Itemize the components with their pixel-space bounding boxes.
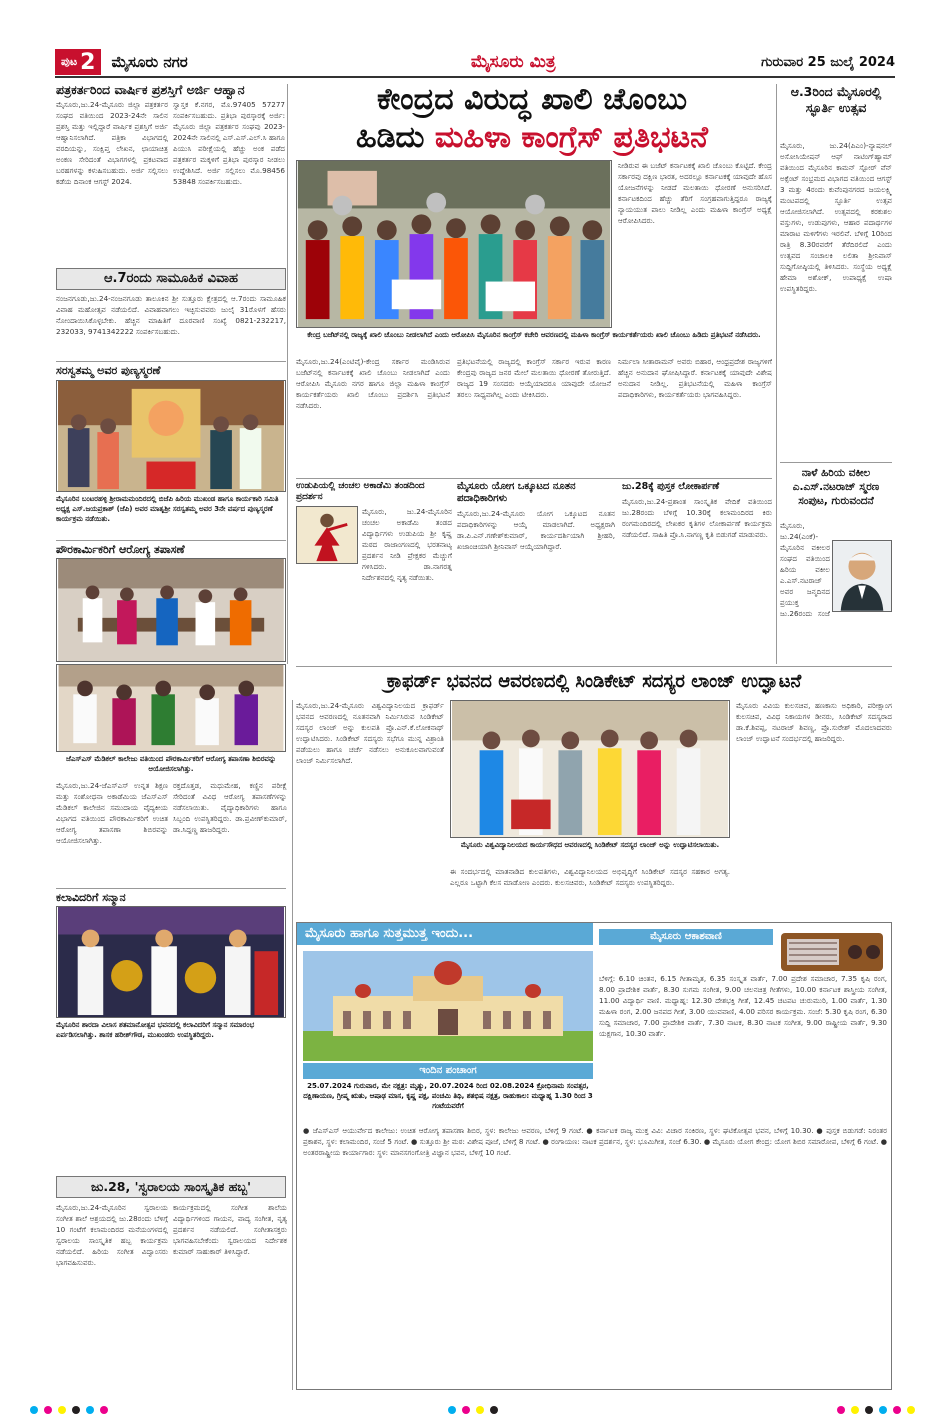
protest-photo bbox=[296, 160, 612, 328]
magenta-dot bbox=[837, 1406, 845, 1414]
yellow-dot bbox=[907, 1406, 915, 1414]
health-checkup-photo bbox=[56, 664, 286, 752]
issue-date: ಗುರುವಾರ 25 ಜುಲೈ 2024 bbox=[761, 54, 895, 70]
lounge-inauguration-photo bbox=[450, 700, 730, 838]
crawford-body: ಮೈಸೂರು ವಿವಿಯ ಕುಲಸಚಿವ, ಹಣಕಾಸು ಅಧಿಕಾರಿ, ಪರೀಕ್ಷಾಂಗ ಕುಲಸಚಿವ, ವಿವಿಧ ನಿಕಾಯಗಳ ಡೀನರು, ಸಿಂಡಿಕೇಟ್ ಸದಸ್ಯರಾದ ಡಾ.ಕೆ.ಶಿವಪ್ಪ, ನಟರಾಜ್ ಶಿವಣ್ಣ, ಪ್ರೊ.ಸುರೇಶ್ ಮೊದಲಾದವರು ಲಾಂಜ್ ಉದ್ಘಾಟನೆ ಸಂದರ್ಭದಲ್ಲಿ ಹಾಜರಿದ್ದರು. bbox=[736, 701, 892, 743]
story-body: ಮೈಸೂರು,ಜು.24-ಜೆಎಸ್‌ಎಸ್ ಉನ್ನತ ಶಿಕ್ಷಣ ಮತ್ತು ಸಂಶೋಧನಾ ಅಕಾಡೆಮಿಯ ಜೆಎಸ್‌ಎಸ್ ಮೆಡಿಕಲ್ ಕಾಲೇಜಿನ ಸಮುದಾಯ ವೈದ್ಯಕೀಯ ವಿಭಾಗದ ವತಿಯಿಂದ ಪೌರಕಾರ್ಮಿಕರಿಗೆ ಉಚಿತ ಆರೋಗ್ಯ ತಪಾಸಣಾ ಶಿಬಿರವನ್ನು ಆಯೋಜಿಸಲಾಗಿತ್ತು. bbox=[56, 781, 168, 845]
memorial-photo bbox=[56, 380, 286, 492]
color-dots-right bbox=[837, 1406, 915, 1414]
story-headline: ನಾಳೆ ಹಿರಿಯ ವಕೀಲ ಎ.ಎಸ್.ನಟರಾಜ್ ಸ್ಮರಣ ಸಂಪುಟ, ಗುರುವಂದನೆ bbox=[792, 467, 880, 507]
story-body: ಮೈಸೂರು, ಜು.24(ಎಂಕೆ)-ಮೈಸೂರಿನ ವಕೀಲರ ಸಂಘದ ವತಿಯಿಂದ ಹಿರಿಯ ವಕೀಲ ಎ.ಎಸ್.ನಟರಾಜ್ ಅವರ ಜನ್ಮದಿನದ ಪ್ರಯುಕ್ತ ಜು.26ರಂದು ಸಂಜೆ bbox=[780, 521, 830, 618]
divider bbox=[56, 888, 286, 889]
photo-caption: ಮೈಸೂರಿನ ಬಂಟರಹಳ್ಳಿ ಶ್ರೀರಾಮಮಂದಿರದಲ್ಲಿ ಬಿಜೆಪಿ ಹಿರಿಯ ಮುಖಂಡ ಹಾಗೂ ಕಾರ್ಯಕಾರಿ ಸಮಿತಿ ಅಧ್ಯಕ್ಷ ಎಸ್.ಜಯಪ್ರಕಾಶ್ (ಜೆಪಿ) ಅವರ ಮಾತೃಶ್ರೀ ಸರಸ್ವತಮ್ಮ ಅವರ 3ನೇ ವರ್ಷದ ಪುಣ್ಯಸ್ಮರಣೆ ಕಾರ್ಯಕ್ರಮ ನಡೆಯಿತು. bbox=[56, 495, 279, 523]
column-rule bbox=[287, 84, 288, 664]
column-rule bbox=[776, 84, 777, 664]
story-body: ಕಾರ್ಯಕ್ರಮದಲ್ಲಿ ಸಂಗೀತ ಶಾಲೆಯ ವಿದ್ಯಾರ್ಥಿಗಳಿಂದ ಗಾಯನ, ವಾದ್ಯ ಸಂಗೀತ, ನೃತ್ಯ ಪ್ರದರ್ಶನ ನಡೆಯಲಿದೆ. ಸಂಗೀತಾಸಕ್ತರು ಭಾಗವಹಿಸಬೇಕೆಂದು ಸ್ವರಾಲಯದ ನಿರ್ದೇಶಕ ಕುಮಾರ್ ಸಾಹುಕಾರ್ ತಿಳಿಸಿದ್ದಾರೆ. bbox=[173, 1203, 287, 1256]
radio-schedule: ಬೆಳಿಗ್ಗೆ: 6.10 ಚಿಂತನ, 6.15 ಗೀತಾಮೃತ, 6.35 ಸಂಸ್ಕೃತ ವಾರ್ತೆ, 7.00 ಪ್ರದೇಶ ಸಮಾಚಾರ, 7.35 ಕೃಷಿ ರಂಗ, 8.00 ಪ್ರಾದೇಶಿಕ ವಾರ್ತೆ, 8.30 ಸುಗಮ ಸಂಗೀತ, 9.00 ಚಲನಚಿತ್ರ ಗೀತೆಗಳು, 10.00 ಕರ್ನಾಟಕ ಶಾಸ್ತ್ರೀಯ ಸಂಗೀತ, 11.00 ವಿದ್ಯಾರ್ಥಿ ವಾಣಿ. ಮಧ್ಯಾಹ್ನ: 12.30 ದೇಶಭಕ್ತಿ ಗೀತೆ, 12.45 ಚಟಪಟ ಚುರುಮುರಿ, 1.00 ವಾರ್ತೆ, 1.30 ಮಹಿಳಾ ರಂಗ, 2.00 ಜನಪದ ಗೀತೆ, 3.00 ಯುವವಾಣಿ, 4.00 ಪರಿಸರ ಕಾರ್ಯಕ್ರಮ. ಸಂಜೆ: 5.30 ಕೃಷಿ ರಂಗ, 6.30 ಸುದ್ದಿ ಸಮಾಚಾರ, 7.00 ಪ್ರಾದೇಶಿಕ ವಾರ್ತೆ, 7.30 ನಾಟಕ, 8.30 ನಾಟಕ ಸಂಗೀತ, 9.00 ರಾಷ್ಟ್ರೀಯ ವಾರ್ತೆ, 9.30 ಯಕ್ಷಗಾನ, 10.30 ವಾರ್ತೆ. bbox=[599, 974, 887, 1038]
brief-headline: ಜು.28ಕ್ಕೆ ಪುಸ್ತಕ ಲೋಕಾರ್ಪಣೆ bbox=[622, 481, 720, 492]
story-headline: ಕಲಾವಿದರಿಗೆ ಸನ್ಮಾನ bbox=[56, 891, 126, 904]
story-headline: ಪೌರಕಾರ್ಮಿಕರಿಗೆ ಆರೋಗ್ಯ ತಪಾಸಣೆ bbox=[56, 543, 185, 556]
color-dots-center bbox=[448, 1406, 498, 1414]
black-dot bbox=[72, 1406, 80, 1414]
crawford-body: ಮೈಸೂರು,ಜು.24-ಮೈಸೂರು ವಿಶ್ವವಿದ್ಯಾನಿಲಯದ ಕ್ರಾಫರ್ಡ್ ಭವನದ ಆವರಣದಲ್ಲಿ ನೂತನವಾಗಿ ನಿರ್ಮಿಸಿರುವ ಸಿಂಡಿಕೇಟ್ ಸದಸ್ಯರ ಲಾಂಜ್ ಅನ್ನು ಕುಲಪತಿ ಪ್ರೊ.ಎನ್.ಕೆ.ಲೋಕನಾಥ್ ಉದ್ಘಾಟಿಸಿದರು. ಸಿಂಡಿಕೇಟ್ ಸದಸ್ಯರು ಸಭೆಗೂ ಮುನ್ನ ವಿಶ್ರಾಂತಿ ಪಡೆಯಲು ಹಾಗೂ ಚರ್ಚೆ ನಡೆಸಲು ಅನುಕೂಲವಾಗುವಂತೆ ಲಾಂಜ್ ನಿರ್ಮಿಸಲಾಗಿದೆ. bbox=[296, 701, 444, 765]
story-headline: ಪತ್ರಕರ್ತರಿಂದ ವಾರ್ಷಿಕ ಪ್ರಶಸ್ತಿಗೆ ಅರ್ಜಿ ಆಹ್ವಾನ bbox=[56, 82, 245, 97]
lead-headline-word: ಹಿಡಿದು bbox=[356, 120, 425, 155]
divider bbox=[296, 478, 772, 479]
paper-name: ಮೈಸೂರು ಮಿತ್ರ bbox=[470, 52, 556, 72]
yellow-dot bbox=[58, 1406, 66, 1414]
divider bbox=[780, 462, 892, 463]
crawford-headline: ಕ್ರಾಫರ್ಡ್ ಭವನದ ಆವರಣದಲ್ಲಿ ಸಿಂಡಿಕೇಟ್ ಸದಸ್ಯರ ಲಾಂಜ್ ಉದ್ಘಾಟನೆ bbox=[386, 671, 802, 692]
masthead bbox=[55, 48, 895, 78]
panchanga-title: ಇಂದಿನ ಪಂಚಾಂಗ bbox=[303, 1063, 593, 1079]
health-camp-photo bbox=[56, 558, 286, 662]
today-title: ಮೈಸೂರು ಹಾಗೂ ಸುತ್ತಮುತ್ತ ಇಂದು... bbox=[297, 923, 593, 945]
story-body: ಮೈಸೂರು,ಜು.24-ಮೈಸೂರಿನ ಸ್ವರಾಲಯ ಸಂಗೀತ ಶಾಲೆ ಆಶ್ರಯದಲ್ಲಿ ಜು.28ರಂದು ಬೆಳಿಗ್ಗೆ 10 ಗಂಟೆಗೆ ಕಲಾಮಂದಿರದ ಮನೆಯಂಗಳದಲ್ಲಿ ಸ್ವರಾಲಯ ಸಾಂಸ್ಕೃತಿಕ ಹಬ್ಬ ಕಾರ್ಯಕ್ರಮ ನಡೆಯಲಿದೆ. ಹಿರಿಯ ಸಂಗೀತ ವಿದ್ವಾಂಸರು ಭಾಗವಹಿಸುವರು. bbox=[56, 1203, 168, 1267]
story-headline: ಸರಸ್ವತಮ್ಮ ಅವರ ಪುಣ್ಯಸ್ಮರಣೆ bbox=[56, 364, 161, 377]
lead-body: ನಿರ್ಮಲಾ ಸೀತಾರಾಮನ್ ಅವರು ಬಿಹಾರ, ಆಂಧ್ರಪ್ರದೇಶ ರಾಜ್ಯಗಳಿಗೆ ಹೆಚ್ಚಿನ ಅನುದಾನ ಘೋಷಿಸಿದ್ದಾರೆ. ಕರ್ನಾಟಕಕ್ಕೆ ಯಾವುದೇ ವಿಶೇಷ ಅನುದಾನ ನೀಡಿಲ್ಲ. ಪ್ರತಿಭಟನೆಯಲ್ಲಿ ಮಹಿಳಾ ಕಾಂಗ್ರೆಸ್ ಪದಾಧಿಕಾರಿಗಳು, ಕಾರ್ಯಕರ್ತೆಯರು ಭಾಗವಹಿಸಿದ್ದರು. bbox=[618, 357, 772, 399]
story-headline: ಆ.3ರಿಂದ ಮೈಸೂರಲ್ಲಿ ಸ್ಫೂರ್ತಿ ಉತ್ಸವ bbox=[790, 84, 882, 115]
lead-headline-line2 bbox=[292, 120, 772, 156]
dancer-photo bbox=[296, 506, 358, 564]
lead-headline-line1: ಕೇಂದ್ರದ ವಿರುದ್ಧ ಖಾಲಿ ಚೊಂಬು bbox=[376, 82, 688, 117]
cyan-dot bbox=[448, 1406, 456, 1414]
column-rule bbox=[292, 700, 293, 1390]
cyan-dot bbox=[30, 1406, 38, 1414]
lead-side-text: ನೀಡಿರುವ ಈ ಬಜೆಟ್ ಕರ್ನಾಟಕಕ್ಕೆ ಖಾಲಿ ಚೊಂಬು ಕೊಟ್ಟಿದೆ. ಕೇಂದ್ರ ಸರ್ಕಾರವು ದಕ್ಷಿಣ ಭಾರತ, ಅದರಲ್ಲೂ ಕರ್ನಾಟಕಕ್ಕೆ ಯಾವುದೇ ಹೊಸ ಯೋಜನೆಗಳನ್ನು ನೀಡದೆ ಮಲತಾಯಿ ಧೋರಣೆ ಅನುಸರಿಸಿದೆ. ಕರ್ನಾಟಕದಿಂದ ಹೆಚ್ಚು ತೆರಿಗೆ ಸಂಗ್ರಹವಾಗುತ್ತಿದ್ದರೂ ರಾಜ್ಯಕ್ಕೆ ನ್ಯಾಯಯುತ ಪಾಲು ನೀಡಿಲ್ಲ ಎಂದು ಮಹಿಳಾ ಕಾಂಗ್ರೆಸ್ ಅಧ್ಯಕ್ಷೆ ಆರೋಪಿಸಿದರು. bbox=[618, 161, 772, 225]
brief-headline: ಮೈಸೂರು ಯೋಗ ಒಕ್ಕೂಟದ ನೂತನ ಪದಾಧಿಕಾರಿಗಳು bbox=[457, 481, 576, 504]
palace-photo bbox=[303, 951, 593, 1061]
brief-headline: ಉಡುಪಿಯಲ್ಲಿ ಚಂಚಲ ಅಕಾಡೆಮಿ ತಂಡದಿಂದ ಪ್ರದರ್ಶನ bbox=[296, 481, 425, 502]
divider bbox=[56, 361, 286, 362]
lead-headline-highlight: ಮಹಿಳಾ ಕಾಂಗ್ರೆಸ್ ಪ್ರತಿಭಟನೆ bbox=[434, 120, 708, 155]
page-number-badge bbox=[55, 49, 101, 75]
crawford-body: ಈ ಸಂದರ್ಭದಲ್ಲಿ ಮಾತನಾಡಿದ ಕುಲಪತಿಗಳು, ವಿಶ್ವವಿದ್ಯಾನಿಲಯದ ಅಭಿವೃದ್ಧಿಗೆ ಸಿಂಡಿಕೇಟ್ ಸದಸ್ಯರ ಸಹಕಾರ ಅಗತ್ಯ. ಎಲ್ಲರೂ ಒಟ್ಟಾಗಿ ಕೆಲಸ ಮಾಡೋಣ ಎಂದರು. ಕುಲಸಚಿವರು, ಸಿಂಡಿಕೇಟ್ ಸದಸ್ಯರು ಉಪಸ್ಥಿತರಿದ್ದರು. bbox=[450, 867, 730, 887]
lead-body: ಪ್ರತಿಭಟನೆಯಲ್ಲಿ ರಾಜ್ಯದಲ್ಲಿ ಕಾಂಗ್ರೆಸ್ ಸರ್ಕಾರ ಇರುವ ಕಾರಣ ಕೇಂದ್ರವು ರಾಜ್ಯದ ಜನರ ಮೇಲೆ ಮಲತಾಯಿ ಧೋರಣೆ ತೋರುತ್ತಿದೆ. ರಾಜ್ಯದ 19 ಸಂಸದರು ಆಯ್ಕೆಯಾದರೂ ಯಾವುದೇ ಯೋಜನೆ ತರಲು ಸಾಧ್ಯವಾಗಿಲ್ಲ ಎಂದು ಟೀಕಿಸಿದರು. bbox=[457, 357, 611, 399]
photo-caption: ಜೆಎಸ್‌ಎಸ್ ಮೆಡಿಕಲ್ ಕಾಲೇಜು ವತಿಯಿಂದ ಪೌರಕಾರ್ಮಿಕರಿಗೆ ಆರೋಗ್ಯ ತಪಾಸಣಾ ಶಿಬಿರವನ್ನು ಆಯೋಜಿಸಲಾಗಿತ್ತು. bbox=[66, 755, 276, 773]
artists-felicitation-photo bbox=[56, 906, 286, 1018]
story-headline: ಜು.28, 'ಸ್ವರಾಲಯ ಸಾಂಸ್ಕೃತಿಕ ಹಬ್ಬ' bbox=[56, 1176, 286, 1198]
divider bbox=[56, 540, 286, 541]
story-body: ಮೈಸೂರು, ಜು.24(ಪಿಎಂ)-ನ್ಯಾಷನಲ್ ಅಸೋಸಿಯೇಷನ್ ಆಫ್ ನಾಟಿಂಗ್‌ಹ್ಯಾಮ್ ವತಿಯಿಂದ ಮೈಸೂರಿನ ಕಾಮನ್ ಸ್ಟೋರ್ ವೆನ್ ಅಕ್ಸೆಂಟ್ ಸಂಭ್ರಮದ ವಿಭಾಗದ ವತಿಯಿಂದ ಆಗಸ್ಟ್ 3 ಮತ್ತು 4ರಂದು ಕುವೆಂಪುನಗರದ ಜಯಲಕ್ಷ್ಮಿ ಮಂಟಪದಲ್ಲಿ ಸ್ಫೂರ್ತಿ ಉತ್ಸವ ಆಯೋಜಿಸಲಾಗಿದೆ. ಉತ್ಸವದಲ್ಲಿ ಕರಕುಶಲ ವಸ್ತುಗಳು, ಉಡುಪುಗಳು, ಆಹಾರ ಪದಾರ್ಥಗಳ ಮಾರಾಟ ಮಳಿಗೆಗಳು ಇರಲಿವೆ. ಬೆಳಿಗ್ಗೆ 10ರಿಂದ ರಾತ್ರಿ 8.30ರವರೆಗೆ ತೆರೆದಿರಲಿದೆ ಎಂದು ಉತ್ಸವದ ಸಂಚಾಲಕಿ ಲಲಿತಾ ಶ್ರೀನಿವಾಸ್ ಸುದ್ದಿಗೋಷ್ಠಿಯಲ್ಲಿ ತಿಳಿಸಿದರು. ಸಂಸ್ಥೆಯ ಅಧ್ಯಕ್ಷೆ ಹೇಮಾ ಅಶೋಕ್, ಉಪಾಧ್ಯಕ್ಷೆ ಉಷಾ ಉಪಸ್ಥಿತರಿದ್ದರು. bbox=[780, 141, 892, 293]
divider bbox=[296, 666, 892, 667]
brief-body: ಮೈಸೂರು,ಜು.24-ಮೈಸೂರು ಯೋಗ ಒಕ್ಕೂಟದ ನೂತನ ಪದಾಧಿಕಾರಿಗಳನ್ನು ಆಯ್ಕೆ ಮಾಡಲಾಗಿದೆ. ಅಧ್ಯಕ್ಷರಾಗಿ ಡಾ.ಪಿ.ಎನ್.ಗಣೇಶ್‌ಕುಮಾರ್, ಕಾರ್ಯದರ್ಶಿಯಾಗಿ ಶ್ರೀಹರಿ, ಖಜಾಂಚಿಯಾಗಿ ಶ್ರೀನಿವಾಸ್ ಆಯ್ಕೆಯಾಗಿದ್ದಾರೆ. bbox=[457, 509, 615, 551]
lead-photo-caption: ಕೇಂದ್ರ ಬಜೆಟ್‌ನಲ್ಲಿ ರಾಜ್ಯಕ್ಕೆ ಖಾಲಿ ಚೊಂಬು ನೀಡಲಾಗಿದೆ ಎಂದು ಆರೋಪಿಸಿ ಮೈಸೂರಿನ ಕಾಂಗ್ರೆಸ್ ಕಚೇರಿ ಆವರಣದಲ್ಲಿ ಮಹಿಳಾ ಕಾಂಗ್ರೆಸ್ ಕಾರ್ಯಕರ್ತೆಯರು ಖಾಲಿ ಚೊಂಬು ಹಿಡಿದು ಪ್ರತಿಭಟನೆ ನಡೆಸಿದರು. bbox=[307, 331, 761, 339]
story-body: ನಂಜನಗೂಡು,ಜು.24-ನಂಜನಗೂಡು ತಾಲೂಕಿನ ಶ್ರೀ ಸುತ್ತೂರು ಕ್ಷೇತ್ರದಲ್ಲಿ ಆ.7ರಂದು ಸಾಮೂಹಿಕ ವಿವಾಹ ಮಹೋತ್ಸವ ನಡೆಯಲಿದೆ. ವಿವಾಹವಾಗಲು ಇಚ್ಛಿಸುವವರು ಜುಲೈ 31ರೊಳಗೆ ಹೆಸರು ನೋಂದಾಯಿಸಿಕೊಳ್ಳಬೇಕು. ಹೆಚ್ಚಿನ ಮಾಹಿತಿಗೆ ದೂರವಾಣಿ ಸಂಖ್ಯೆ 0821-232217, 232033, 9741342222 ಸಂಪರ್ಕಿಸಬಹುದು. bbox=[56, 294, 286, 336]
color-dots-left bbox=[30, 1406, 108, 1414]
page-number: 2 bbox=[80, 49, 96, 75]
photo-caption: ಮೈಸೂರಿನ ಶಾರದಾ ವಿಲಾಸ ಶತಮಾನೋತ್ಸವ ಭವನದಲ್ಲಿ ಕಲಾವಿದರಿಗೆ ಸನ್ಮಾನ ಸಮಾರಂಭ ಏರ್ಪಡಿಸಲಾಗಿತ್ತು. ಶಾಸಕ ಹರೀಶ್‌ಗೌಡ, ಮುಖಂಡರು ಉಪಸ್ಥಿತರಿದ್ದರು. bbox=[56, 1021, 255, 1039]
portrait-photo bbox=[832, 540, 892, 612]
print-register-marks bbox=[0, 1396, 945, 1424]
cyan-dot bbox=[879, 1406, 887, 1414]
yellow-dot bbox=[476, 1406, 484, 1414]
magenta-dot bbox=[893, 1406, 901, 1414]
black-dot bbox=[490, 1406, 498, 1414]
today-box bbox=[296, 922, 892, 1390]
section-name: ಮೈಸೂರು ನಗರ bbox=[111, 53, 188, 71]
events-list: ● ಜೆಎಸ್ಎಸ್ ಆಯುರ್ವೇದ ಕಾಲೇಜು: ಉಚಿತ ಆರೋಗ್ಯ ತಪಾಸಣಾ ಶಿಬಿರ, ಸ್ಥಳ: ಕಾಲೇಜು ಆವರಣ, ಬೆಳಿಗ್ಗೆ 9 ಗಂಟೆ. ● ಕರ್ನಾಟಕ ರಾಜ್ಯ ಮುಕ್ತ ವಿವಿ: ವಿಚಾರ ಸಂಕಿರಣ, ಸ್ಥಳ: ಘಟಿಕೋತ್ಸವ ಭವನ, ಬೆಳಿಗ್ಗೆ 10.30. ● ಪುಸ್ತಕ ಬಿಡುಗಡೆ: ನಿರಂತರ ಪ್ರಕಾಶನ, ಸ್ಥಳ: ಕಲಾಮಂದಿರ, ಸಂಜೆ 5 ಗಂಟೆ. ● ಸುತ್ತೂರು ಶ್ರೀ ಮಠ: ವಿಶೇಷ ಪೂಜೆ, ಬೆಳಿಗ್ಗೆ 8 ಗಂಟೆ. ● ರಂಗಾಯಣ: ನಾಟಕ ಪ್ರದರ್ಶನ, ಸ್ಥಳ: ಭೂಮಿಗೀತ, ಸಂಜೆ 6.30. ● ಮೈಸೂರು ಯೋಗ ಕೇಂದ್ರ: ಯೋಗ ಶಿಬಿರ ಸಮಾರೋಪ, ಬೆಳಿಗ್ಗೆ 6 ಗಂಟೆ. ● ಅಂತರರಾಷ್ಟ್ರೀಯ ಕಾರ್ಯಾಗಾರ: ಸ್ಥಳ: ಮಾನಸಗಂಗೋತ್ರಿ ವಿಜ್ಞಾನ ಭವನ, ಬೆಳಿಗ್ಗೆ 10 ಗಂಟೆ. bbox=[303, 1126, 887, 1157]
story-body: ಮೈಸೂರು,ಜು.24-ಮೈಸೂರು ಜಿಲ್ಲಾ ಪತ್ರಕರ್ತರ ಸಂಘದ ವತಿಯಿಂದ 2023-24ನೇ ಸಾಲಿನ ಪ್ರಶಸ್ತಿ ಮತ್ತು ಇಲ್ಲಿದ್ದಾರೆ ವಾರ್ಷಿಕ ಪ್ರಶಸ್ತಿಗೆ ಅರ್ಜಿ ಆಹ್ವಾನಿಸಲಾಗಿದೆ. ಪತ್ರಿಕಾ ವಿಭಾಗದಲ್ಲಿ ವರದಿಯನ್ನು, ಸಂಕ್ಷಿಪ್ತ ಲೇಖನ, ಛಾಯಾಚಿತ್ರ ಅಂಕಣ ಸೇರಿದಂತೆ ವಿಭಾಗಗಳಲ್ಲಿ ಪ್ರಕಟವಾದ ಬರಹಗಳನ್ನು ಕಳುಹಿಸಬಹುದು. ಅರ್ಜಿ ಸಲ್ಲಿಸಲು ಕಡೆಯ ದಿನಾಂಕ ಆಗಸ್ಟ್ 2024. bbox=[56, 100, 168, 186]
cyan-dot bbox=[86, 1406, 94, 1414]
brief-body: ಮೈಸೂರು,ಜು.24-ಪ್ರಶಾಂತ ಸಾಂಸ್ಕೃತಿಕ ವೇದಿಕೆ ವತಿಯಿಂದ ಜು.28ರಂದು ಬೆಳಿಗ್ಗೆ 10.30ಕ್ಕೆ ಕಲಾಮಂದಿರದ ಕಿರು ರಂಗಮಂದಿರದಲ್ಲಿ ಲೇಖಕರ ಕೃತಿಗಳ ಲೋಕಾರ್ಪಣೆ ಕಾರ್ಯಕ್ರಮ ನಡೆಯಲಿದೆ. ಸಾಹಿತಿ ಪ್ರೊ.ಸಿ.ನಾಗಣ್ಣ ಕೃತಿ ಬಿಡುಗಡೆ ಮಾಡುವರು. bbox=[622, 497, 772, 539]
crawford-photo-caption: ಮೈಸೂರು ವಿಶ್ವವಿದ್ಯಾನಿಲಯದ ಕಾರ್ಯಸೌಧದ ಆವರಣದಲ್ಲಿ ಸಿಂಡಿಕೇಟ್ ಸದಸ್ಯರ ಲಾಂಜ್ ಅನ್ನು ಉದ್ಘಾಟಿಸಲಾಯಿತು. bbox=[460, 841, 720, 849]
story-body: ಸ್ವಾಸ್ತಕ ಕೆ.ನಗರ, ಮೊ.97405 57277 ಸಂಪರ್ಕಿಸಬಹುದು. ಪ್ರತಿಭಾ ಪುರಸ್ಕಾರಕ್ಕೆ ಅರ್ಜಿ: ಮೈಸೂರು ಜಿಲ್ಲಾ ಪತ್ರಕರ್ತರ ಸಂಘವು 2023-2024ನೇ ಸಾಲಿನಲ್ಲಿ ಎಸ್.ಎಸ್.ಎಲ್.ಸಿ ಹಾಗೂ ಪಿಯುಸಿ ಪರೀಕ್ಷೆಯಲ್ಲಿ ಹೆಚ್ಚು ಅಂಕ ಪಡೆದ ಪತ್ರಕರ್ತರ ಮಕ್ಕಳಿಗೆ ಪ್ರತಿಭಾ ಪುರಸ್ಕಾರ ನೀಡಲು ಉದ್ದೇಶಿಸಿದೆ. ಅರ್ಜಿ ಸಲ್ಲಿಸಲು ಮೊ.98456 53848 ಸಂಪರ್ಕಿಸಬಹುದು. bbox=[173, 100, 285, 186]
lead-body: ಮೈಸೂರು,ಜು.24(ಎಂಟಿವೈ)-ಕೇಂದ್ರ ಸರ್ಕಾರ ಮಂಡಿಸಿರುವ ಬಜೆಟ್‌ನಲ್ಲಿ ಕರ್ನಾಟಕಕ್ಕೆ ಖಾಲಿ ಚೊಂಬು ನೀಡಲಾಗಿದೆ ಎಂದು ಆರೋಪಿಸಿ ಮೈಸೂರು ನಗರ ಹಾಗೂ ಜಿಲ್ಲಾ ಮಹಿಳಾ ಕಾಂಗ್ರೆಸ್ ಕಾರ್ಯಕರ್ತೆಯರು ಖಾಲಿ ಚೊಂಬು ಪ್ರದರ್ಶಿಸಿ ಪ್ರತಿಭಟನೆ ನಡೆಸಿದರು. bbox=[296, 357, 450, 410]
story-body: ರಕ್ತದೊತ್ತಡ, ಮಧುಮೇಹ, ಕಣ್ಣಿನ ಪರೀಕ್ಷೆ ಸೇರಿದಂತೆ ವಿವಿಧ ಆರೋಗ್ಯ ತಪಾಸಣೆಗಳನ್ನು ನಡೆಸಲಾಯಿತು. ವೈದ್ಯಾಧಿಕಾರಿಗಳು ಹಾಗೂ ಸಿಬ್ಬಂದಿ ಉಪಸ್ಥಿತರಿದ್ದರು. ಡಾ.ಪ್ರವೀಣ್‌ಕುಮಾರ್, ಡಾ.ಸಿದ್ದಣ್ಣ ಹಾಜರಿದ್ದರು. bbox=[173, 781, 287, 834]
brief-body: ಮೈಸೂರು, ಜು.24-ಮೈಸೂರಿನ ಚಂಚಲ ಅಕಾಡೆಮಿ ತಂಡದ ವಿದ್ಯಾರ್ಥಿಗಳು ಉಡುಪಿಯ ಶ್ರೀ ಕೃಷ್ಣ ಮಠದ ರಾಜಾಂಗಣದಲ್ಲಿ ಭರತನಾಟ್ಯ ಪ್ರದರ್ಶನ ನೀಡಿ ಪ್ರೇಕ್ಷಕರ ಮೆಚ್ಚುಗೆ ಗಳಿಸಿದರು. ಡಾ.ನಾಗರತ್ನ ನಿರ್ದೇಶನದಲ್ಲಿ ನೃತ್ಯ ನಡೆಯಿತು. bbox=[362, 507, 452, 582]
magenta-dot bbox=[462, 1406, 470, 1414]
magenta-dot bbox=[100, 1406, 108, 1414]
magenta-dot bbox=[44, 1406, 52, 1414]
story-headline: ಆ.7ರಂದು ಸಾಮೂಹಿಕ ವಿವಾಹ bbox=[56, 268, 286, 290]
page-label: ಪುಟ bbox=[61, 55, 78, 68]
radio-title: ಮೈಸೂರು ಆಕಾಶವಾಣಿ bbox=[599, 929, 773, 945]
panchanga-body: 25.07.2024 ಗುರುವಾರ, ಮೇ ನಕ್ಷತ್ರ: ಮೃತ್ಯು, 20.07.2024 ರಿಂದ 02.08.2024 ಕ್ರೋಧಿನಾಮ ಸಂವತ್ಸರ, ದಕ್ಷಿಣಾಯಣ, ಗ್ರೀಷ್ಮ ಋತು, ಆಷಾಢ ಮಾಸ, ಕೃಷ್ಣ ಪಕ್ಷ, ಪಂಚಮಿ ತಿಥಿ, ಶತಭಿಷ ನಕ್ಷತ್ರ, ರಾಹುಕಾಲ: ಮಧ್ಯಾಹ್ನ 1.30 ರಿಂದ 3 ಗಂಟೆಯವರೆಗೆ bbox=[303, 1082, 593, 1110]
radio-icon bbox=[779, 927, 885, 973]
black-dot bbox=[865, 1406, 873, 1414]
yellow-dot bbox=[851, 1406, 859, 1414]
